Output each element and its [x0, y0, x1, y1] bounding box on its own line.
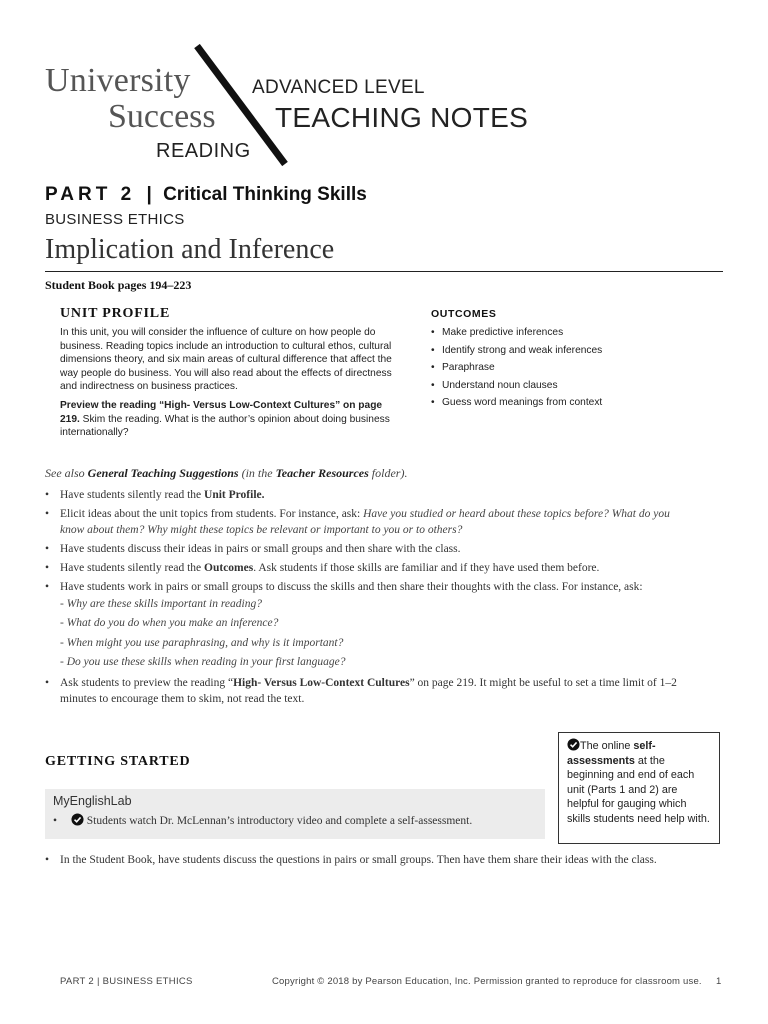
- outcome-item: • Paraphrase: [431, 359, 602, 377]
- list-item: [45, 675, 685, 707]
- see-also-note: [45, 466, 407, 481]
- see-also-text: (in the: [238, 466, 276, 480]
- unit-profile-heading: UNIT PROFILE: [60, 306, 171, 321]
- step-text: Have students silently read the: [60, 562, 205, 574]
- see-also-text: See also: [45, 466, 88, 480]
- part-heading: [45, 184, 367, 206]
- step-text: Ask students to preview the reading “: [60, 677, 234, 690]
- list-item: • In the Student Book, have students discuss the questions in pairs or small groups. Then have them share their ideas with the class.: [45, 852, 700, 868]
- list-item: [45, 541, 685, 557]
- outcome-item: • Guess word meanings from context: [431, 394, 602, 412]
- sub-question: - Why are these skills important in reading?: [60, 598, 262, 610]
- part-title: Critical Thinking Skills: [163, 184, 367, 205]
- see-also-text: folder).: [368, 466, 408, 480]
- check-circle-icon: [71, 813, 84, 826]
- page-number: 1: [716, 976, 722, 987]
- list-item: [45, 579, 685, 672]
- preview-instruction: Preview the reading “High- Versus Low-Context Cultures” on page 219.: [60, 400, 383, 425]
- tip-bold: self-assessments: [567, 740, 656, 767]
- footer-section: PART 2 | BUSINESS ETHICS: [60, 976, 193, 987]
- unit-profile-preview: [60, 399, 395, 440]
- outcome-item: • Understand noun clauses: [431, 377, 602, 395]
- step-text: Have students work in pairs or small groups to discuss the skills and then share their thoughts with the class. For instance, ask:: [60, 581, 643, 593]
- preview-question: Skim the reading. What is the author’s opinion about doing business internationally?: [60, 413, 390, 439]
- step-text: Have students silently read the: [60, 489, 205, 501]
- student-book-pages: Student Book pages 194–223: [45, 278, 192, 292]
- myenglishlab-text: Students watch Dr. McLennan’s introductory video and complete a self-assessment.: [86, 815, 473, 827]
- part-separator: |: [146, 184, 152, 205]
- tip-text: The online: [580, 740, 634, 752]
- general-suggestions-ref: General Teaching Suggestions: [87, 466, 239, 480]
- sub-question: - When might you use paraphrasing, and why is it important?: [60, 636, 344, 649]
- step-text: ” on page 219. It might be useful to set a time limit of 1–2 minutes to encourage them to skim, not read the text.: [60, 677, 677, 706]
- tip-text: at the beginning and end of each unit (Parts 1 and 2) are helpful for gauging which skills students need help with.: [567, 754, 710, 825]
- logo-success: Success: [108, 98, 216, 135]
- bullet: •: [53, 815, 58, 827]
- getting-started-heading: GETTING STARTED: [45, 754, 191, 769]
- outcome-item: • Identify strong and weak inferences: [431, 342, 602, 360]
- check-circle-icon: [567, 738, 580, 751]
- step-question: Have you studied or heard about these topics before? What do you know about them? Why might these topics be relevant or important to you or to others?: [60, 508, 670, 536]
- part-number: PART 2: [45, 184, 136, 205]
- logo-university: University: [45, 62, 191, 99]
- tip-box: [558, 732, 720, 844]
- outcomes-list: [431, 324, 602, 412]
- heading-divider: [45, 271, 723, 272]
- list-item: [45, 487, 685, 503]
- footer-copyright: Copyright © 2018 by Pearson Education, Inc. Permission granted to reproduce for classroom use.: [272, 976, 702, 987]
- step-text: Have students discuss their ideas in pairs or small groups and then share with the class.: [60, 543, 461, 555]
- skill-questions-list: [60, 595, 685, 672]
- teacher-resources-ref: Teacher Resources: [275, 466, 369, 480]
- step-bold: High- Versus Low-Context Cultures: [233, 677, 410, 690]
- list-item: [45, 560, 685, 576]
- list-item: [45, 506, 685, 538]
- level-label: ADVANCED LEVEL: [252, 77, 425, 98]
- step-bold: Outcomes: [204, 562, 254, 574]
- step-bold: Unit Profile.: [204, 489, 265, 501]
- teaching-notes-title: TEACHING NOTES: [275, 102, 529, 133]
- sub-question: - What do you do when you make an inference?: [60, 617, 279, 630]
- logo-reading: READING: [156, 140, 251, 162]
- myenglishlab-title: MyEnglishLab: [53, 794, 132, 808]
- teaching-steps-list: [45, 487, 685, 710]
- sub-question: - Do you use these skills when reading in your first language?: [60, 655, 346, 668]
- outcomes-heading: OUTCOMES: [431, 308, 497, 320]
- unit-profile-body: In this unit, you will consider the influence of culture on how people do business. Reading topics include an introduction to cultural ethos, cultural dimensions theory, and six main areas of cultural difference that affect the way people do business. You will also read about the effects of directness and indirectness on business practices.: [60, 327, 392, 393]
- step-text: Elicit ideas about the unit topics from students. For instance, ask:: [60, 508, 364, 520]
- step-text: . Ask students if those skills are familiar and if they have used them before.: [253, 562, 600, 574]
- unit-topic: BUSINESS ETHICS: [45, 211, 185, 228]
- myenglishlab-item: [53, 813, 472, 827]
- outcome-item: • Make predictive inferences: [431, 324, 602, 342]
- chapter-title: Implication and Inference: [45, 234, 335, 265]
